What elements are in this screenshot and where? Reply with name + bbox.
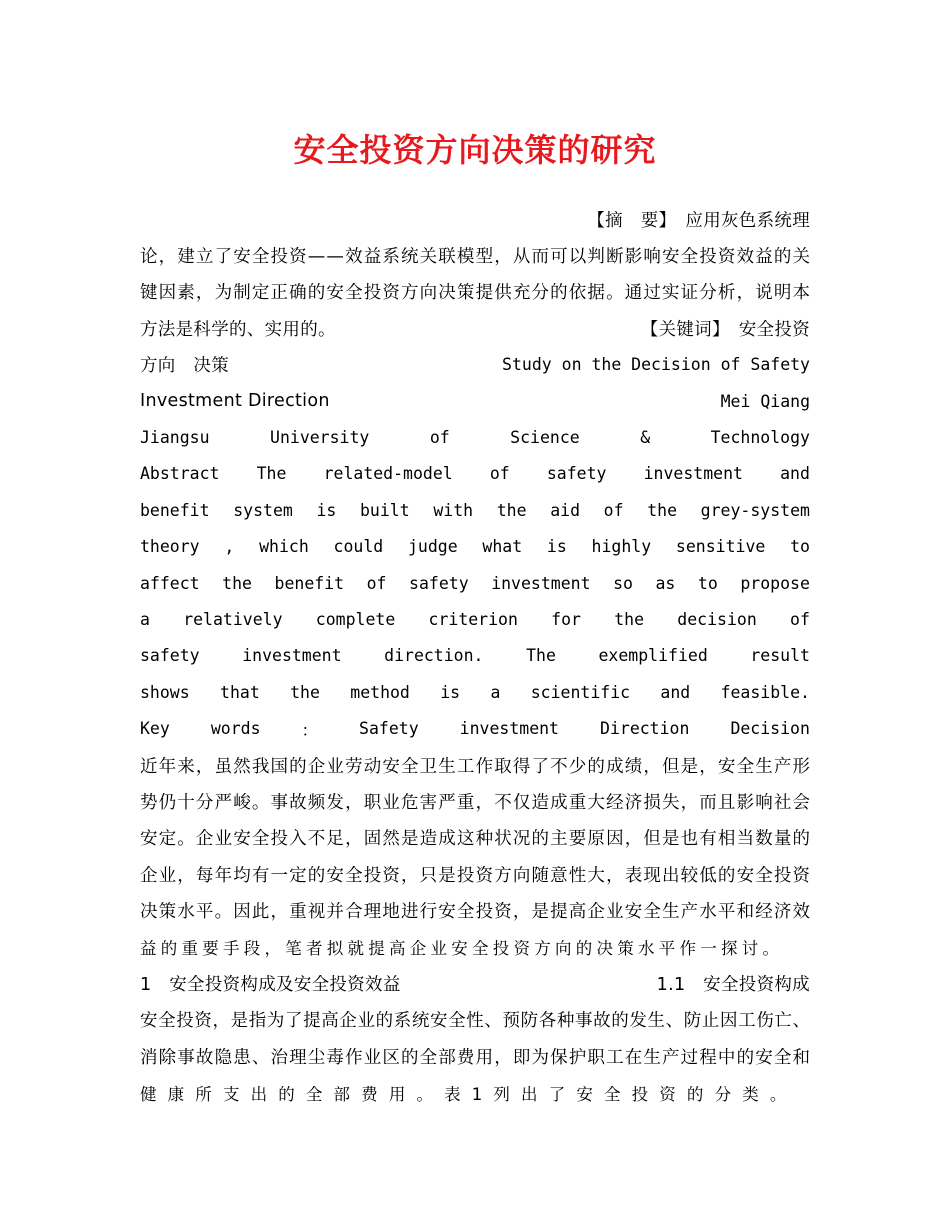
text-segment: 1.1 安全投资构成 <box>656 974 810 995</box>
text-segment: as <box>655 573 676 593</box>
text-segment: what <box>482 537 523 557</box>
text-segment: scientific <box>530 682 631 702</box>
text-segment: result <box>750 646 810 666</box>
text-segment: benefit <box>274 573 345 593</box>
text-segment: and <box>780 464 810 484</box>
text-segment: sensitive <box>675 537 766 557</box>
text-segment: theory <box>140 537 200 557</box>
text-segment: propose <box>740 573 810 593</box>
text-line <box>140 1002 810 1038</box>
text-segment: grey-system <box>700 500 810 520</box>
text-line <box>140 747 810 783</box>
text-line <box>140 529 810 565</box>
text-segment: 键因素，为制定正确的安全投资方向决策提供充分的依据。通过实证分析，说明本 <box>140 283 812 304</box>
text-line <box>140 856 810 892</box>
text-segment: Study on the Decision of Safety <box>502 355 810 375</box>
text-segment: is <box>546 537 567 557</box>
document-title: 安全投资方向决策的研究 <box>293 131 657 169</box>
text-segment: investment <box>643 464 743 484</box>
text-segment: feasible. <box>720 682 810 702</box>
text-segment: Abstract <box>140 464 220 484</box>
text-segment: University <box>270 427 370 447</box>
text-segment: the <box>647 500 678 520</box>
text-line <box>140 674 810 710</box>
text-segment: 益的重要手段，笔者拟就提高企业安全投资方向的决策水平作一探讨。 <box>140 939 784 958</box>
text-line <box>140 201 810 237</box>
text-segment: shows <box>140 682 190 702</box>
text-line <box>140 492 810 528</box>
text-segment: investment <box>459 719 559 739</box>
text-line <box>140 820 810 856</box>
text-segment: The <box>526 646 556 666</box>
text-segment: built <box>360 500 410 520</box>
text-segment: , <box>224 537 235 557</box>
text-segment: decision <box>677 609 757 629</box>
text-segment: 方向 决策 <box>140 356 229 377</box>
text-segment: & <box>640 427 651 447</box>
text-segment: Decision <box>730 719 810 739</box>
text-line <box>140 347 810 383</box>
text-segment: 安全投资，是指为了提高企业的系统安全性、预防各种事故的发生、防止因工伤亡、 <box>140 1011 811 1032</box>
text-segment: so <box>613 573 633 593</box>
text-segment: exemplified <box>598 646 708 666</box>
text-segment: with <box>433 500 474 520</box>
text-segment: The <box>256 464 287 484</box>
text-segment: of <box>489 464 510 484</box>
text-segment: relatively <box>183 609 283 629</box>
text-line <box>140 1038 810 1074</box>
text-segment: for <box>551 609 581 629</box>
text-line <box>140 383 810 419</box>
text-line <box>140 456 810 492</box>
text-line <box>140 1075 810 1111</box>
text-segment: Science <box>510 427 580 447</box>
text-segment: 论，建立了安全投资——效益系统关联模型，从而可以判断影响安全投资效益的关 <box>140 246 812 267</box>
text-segment: aid <box>550 500 581 520</box>
text-line <box>140 929 810 965</box>
text-segment: investment <box>491 573 591 593</box>
text-line <box>140 419 810 455</box>
text-line <box>140 711 810 747</box>
text-segment: Jiangsu <box>140 427 210 447</box>
text-segment: 【关键词】 安全投资 <box>640 319 810 340</box>
text-line <box>140 893 810 929</box>
text-segment: is <box>316 500 337 520</box>
text-segment: and <box>660 682 691 702</box>
text-segment: 决策水平。因此，重视并合理地进行安全投资，是提高企业安全生产水平和经济效 <box>140 902 812 923</box>
text-segment: 消除事故隐患、治理尘毒作业区的全部费用，即为保护职工在生产过程中的安全和 <box>140 1047 812 1068</box>
text-segment: that <box>220 682 260 702</box>
text-segment: 企业，每年均有一定的安全投资，只是投资方向随意性大，表现出较低的安全投资 <box>140 865 812 886</box>
text-segment: Investment Direction <box>140 391 330 411</box>
text-segment: complete <box>315 609 396 629</box>
text-segment: benefit <box>140 500 210 520</box>
text-segment: safety <box>546 464 607 484</box>
text-segment: 【摘 要】 应用灰色系统理 <box>587 210 810 231</box>
text-line <box>140 638 810 674</box>
text-segment: investment <box>242 646 342 666</box>
text-segment: of <box>366 573 387 593</box>
text-segment: system <box>233 500 293 520</box>
text-segment: Technology <box>710 427 810 447</box>
text-segment: safety <box>140 646 200 666</box>
text-segment: a <box>140 609 150 629</box>
text-segment: the <box>290 682 320 702</box>
text-segment: words <box>210 719 261 739</box>
text-segment: ： <box>301 720 319 740</box>
text-segment: Direction <box>600 719 690 739</box>
text-segment: the <box>614 609 645 629</box>
text-line <box>140 310 810 346</box>
text-segment: safety <box>409 573 469 593</box>
text-segment: of <box>429 427 450 447</box>
text-segment: related-model <box>323 464 453 484</box>
text-segment: which <box>259 537 309 557</box>
text-segment: 健康所支出的全部费用。表1列出了安全投资的分类。 <box>140 1084 798 1104</box>
text-segment: to <box>790 537 810 557</box>
text-segment: a <box>490 682 501 702</box>
text-segment: is <box>440 682 461 702</box>
text-segment: Mei Qiang <box>720 391 810 411</box>
text-segment: judge <box>407 537 458 557</box>
text-segment: the <box>496 500 527 520</box>
text-segment: to <box>697 573 718 593</box>
text-segment: Key <box>140 719 170 739</box>
text-line <box>140 783 810 819</box>
text-line <box>140 965 810 1001</box>
text-segment: direction. <box>384 646 484 666</box>
text-segment: 方法是科学的、实用的。 <box>140 319 336 340</box>
text-segment: 1 安全投资构成及安全投资效益 <box>140 974 401 995</box>
text-segment: Safety <box>359 719 419 739</box>
text-segment: could <box>333 537 384 557</box>
text-segment: method <box>350 682 410 702</box>
text-line <box>140 565 810 601</box>
text-line <box>140 237 810 273</box>
text-segment: 近年来，虽然我国的企业劳动安全卫生工作取得了不少的成绩，但是，安全生产形 <box>140 756 812 777</box>
text-segment: the <box>222 573 252 593</box>
text-segment: criterion <box>428 609 518 629</box>
text-segment: of <box>790 609 810 629</box>
text-segment: highly <box>591 537 652 557</box>
text-segment: 安定。企业安全投入不足，固然是造成这种状况的主要原因，但是也有相当数量的 <box>140 829 812 850</box>
text-line <box>140 274 810 310</box>
text-segment: affect <box>140 573 200 593</box>
text-segment: 势仍十分严峻。事故频发，职业危害严重，不仅造成重大经济损失，而且影响社会 <box>140 792 812 813</box>
text-line <box>140 601 810 637</box>
text-segment: of <box>603 500 624 520</box>
